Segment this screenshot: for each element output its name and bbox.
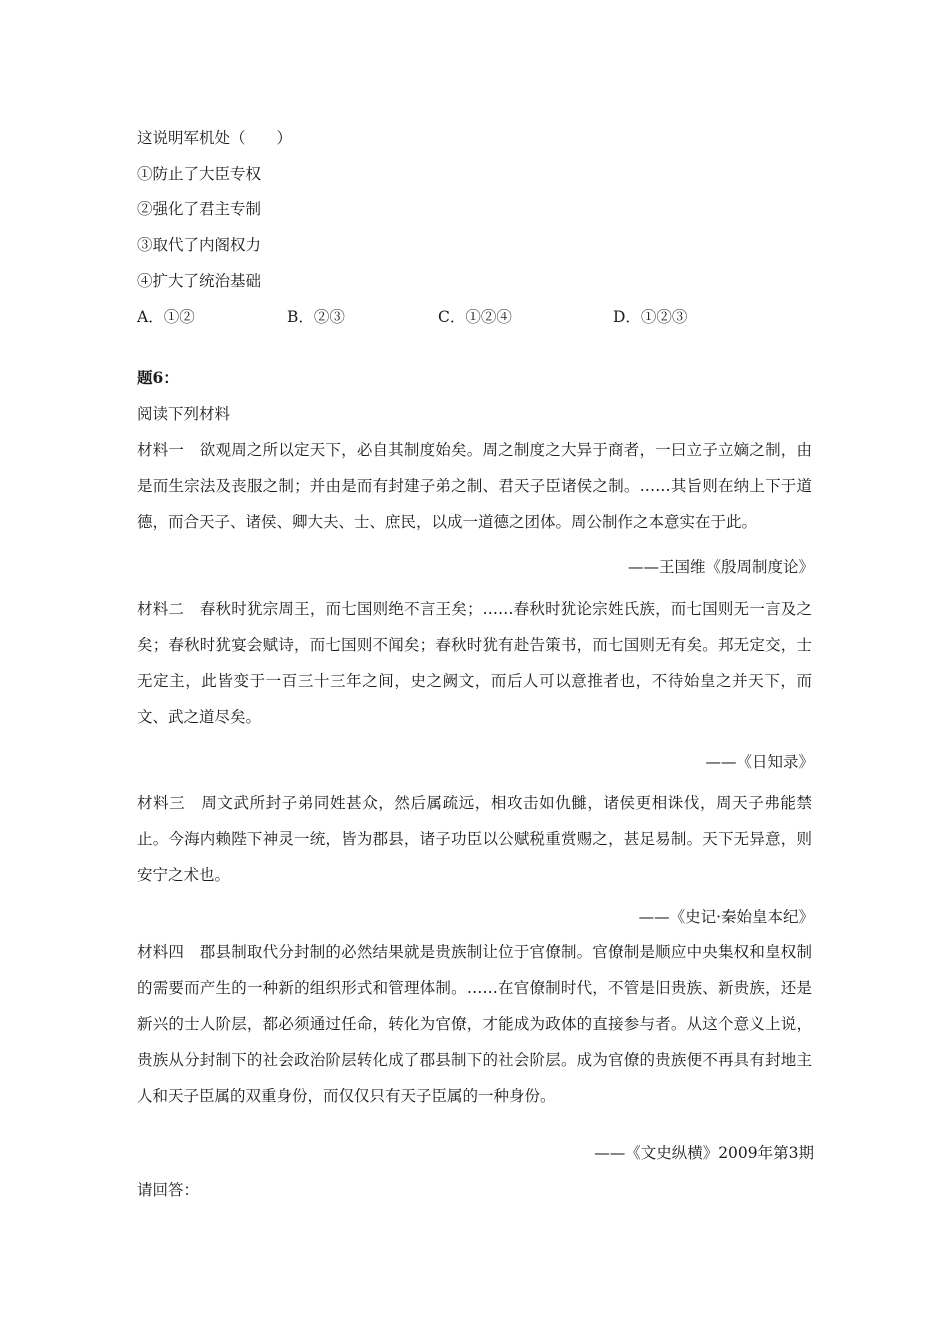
material-1: 材料一 欲观周之所以定天下，必自其制度始矣。周之制度之大异于商者，一曰立子立嫡之制，由是而生宗法及丧服之制；并由是而有封建子弟之制、君天子臣诸侯之制。……其旨则在纳上下于道德，而合天子、诸侯、卿大夫、士、庶民，以成一道德之团体。周公制作之本意实在于此。 <box>137 441 812 531</box>
material-1-source: ——王国维《殷周制度论》 <box>627 558 814 576</box>
option-b: B．②③ <box>287 308 345 326</box>
material-3-source: ——《史记·秦始皇本纪》 <box>638 908 814 926</box>
statement-1: ①防止了大臣专权 <box>137 165 262 183</box>
statement-2: ②强化了君主专制 <box>137 200 262 218</box>
option-d: D．①②③ <box>613 308 688 326</box>
statement-3: ③取代了内阁权力 <box>137 236 262 254</box>
answer-prompt: 请回答： <box>137 1181 200 1199</box>
question-heading: 题6： <box>137 368 179 387</box>
material-4-source: ——《文史纵横》2009年第3期 <box>594 1144 814 1162</box>
question-intro: 阅读下列材料 <box>137 405 231 423</box>
option-c: C．①②④ <box>438 308 512 326</box>
statement-4: ④扩大了统治基础 <box>137 272 262 290</box>
material-3: 材料三 周文武所封子弟同姓甚众，然后属疏远，相攻击如仇雠，诸侯更相诛伐，周天子弗能禁止。今海内赖陛下神灵一统，皆为郡县，诸子功臣以公赋税重赏赐之，甚足易制。天下无异意，则安宁之术也。 <box>137 794 812 884</box>
question-stem: 这说明军机处（ ） <box>137 129 293 147</box>
material-2-source: ——《日知录》 <box>705 753 814 771</box>
option-a: A．①② <box>137 308 195 326</box>
material-2: 材料二 春秋时犹宗周王，而七国则绝不言王矣；……春秋时犹论宗姓氏族，而七国则无一言及之矣；春秋时犹宴会赋诗，而七国则不闻矣；春秋时犹有赴告策书，而七国则无有矣。邦无定交，士无定主，此皆变于一百三十三年之间，史之阙文，而后人可以意推者也，不待始皇之并天下，而文、武之道尽矣。 <box>137 600 812 726</box>
material-4: 材料四 郡县制取代分封制的必然结果就是贵族制让位于官僚制。官僚制是顺应中央集权和皇权制的需要而产生的一种新的组织形式和管理体制。……在官僚制时代，不管是旧贵族、新贵族，还是新兴的士人阶层，都必须通过任命，转化为官僚，才能成为政体的直接参与者。从这个意义上说，贵族从分封制下的社会政治阶层转化成了郡县制下的社会阶层。成为官僚的贵族便不再具有封地主人和天子臣属的双重身份，而仅仅只有天子臣属的一种身份。 <box>137 943 812 1105</box>
